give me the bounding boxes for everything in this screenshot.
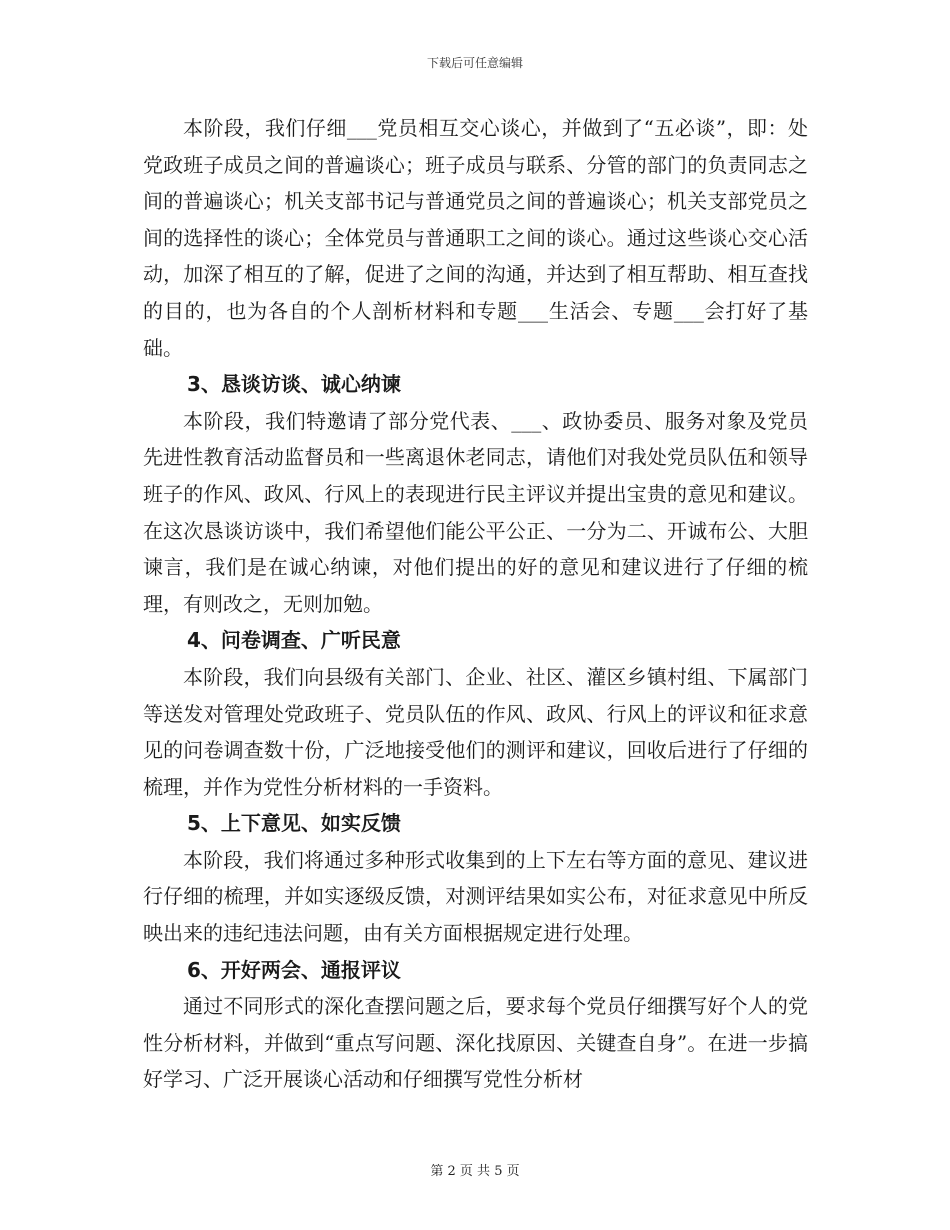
- section-heading-4: 4、问卷调查、广听民意: [187, 628, 401, 653]
- paragraph-earnest-talks: 本阶段，我们特邀请了部分党代表、___、政协委员、服务对象及党员先进性教育活动监督员和一些离退休老同志，请他们对我处党员队伍和领导班子的作风、政风、行风上的表现进行民主评议并提出宝贵的意见和建议。在这次恳谈访谈中，我们希望他们能公平公正、一分为二、开诚布公、大胆谏言，我们是在诚心纳谏，对他们提出的好的意见和建议进行了仔细的梳理，有则改之，无则加勉。: [143, 408, 808, 616]
- page-header: 下载后可任意编辑: [426, 56, 523, 70]
- paragraph-questionnaire: 本阶段，我们向县级有关部门、企业、社区、灌区乡镇村组、下属部门等送发对管理处党政班子、党员队伍的作风、政风、行风上的评议和征求意见的问卷调查数十份，广泛地接受他们的测评和建议，回收后进行了仔细的梳理，并作为党性分析材料的一手资料。: [143, 664, 808, 799]
- section-heading-5: 5、上下意见、如实反馈: [187, 811, 401, 836]
- document-body: [143, 110, 808, 1098]
- paragraph-two-meetings: 通过不同形式的深化查摆问题之后，要求每个党员仔细撰写好个人的党性分析材料，并做到“重点写问题、深化找原因、关键查自身”。在进一步搞好学习、广泛开展谈心活动和仔细撰写党性分析材: [143, 994, 808, 1092]
- page-number-footer: 第 2 页 共 5 页: [430, 1164, 520, 1179]
- paragraph-feedback: 本阶段，我们将通过多种形式收集到的上下左右等方面的意见、建议进行仔细的梳理，并如实逐级反馈，对测评结果如实公布，对征求意见中所反映出来的违纪违法问题，由有关方面根据规定进行处理。: [143, 847, 808, 946]
- section-heading-3: 3、恳谈访谈、诚心纳谏: [187, 372, 401, 397]
- paragraph-heart-to-heart-talks: 本阶段，我们仔细___党员相互交心谈心，并做到了“五必谈”，即：处党政班子成员之间的普遍谈心；班子成员与联系、分管的部门的负责同志之间的普遍谈心；机关支部书记与普通党员之间的普遍谈心；机关支部党员之间的选择性的谈心；全体党员与普通职工之间的谈心。通过这些谈心交心活动，加深了相互的了解，促进了之间的沟通，并达到了相互帮助、相互查找的目的，也为各自的个人剖析材料和专题___生活会、专题___会打好了基础。: [143, 116, 808, 360]
- section-heading-6: 6、开好两会、通报评议: [187, 957, 401, 982]
